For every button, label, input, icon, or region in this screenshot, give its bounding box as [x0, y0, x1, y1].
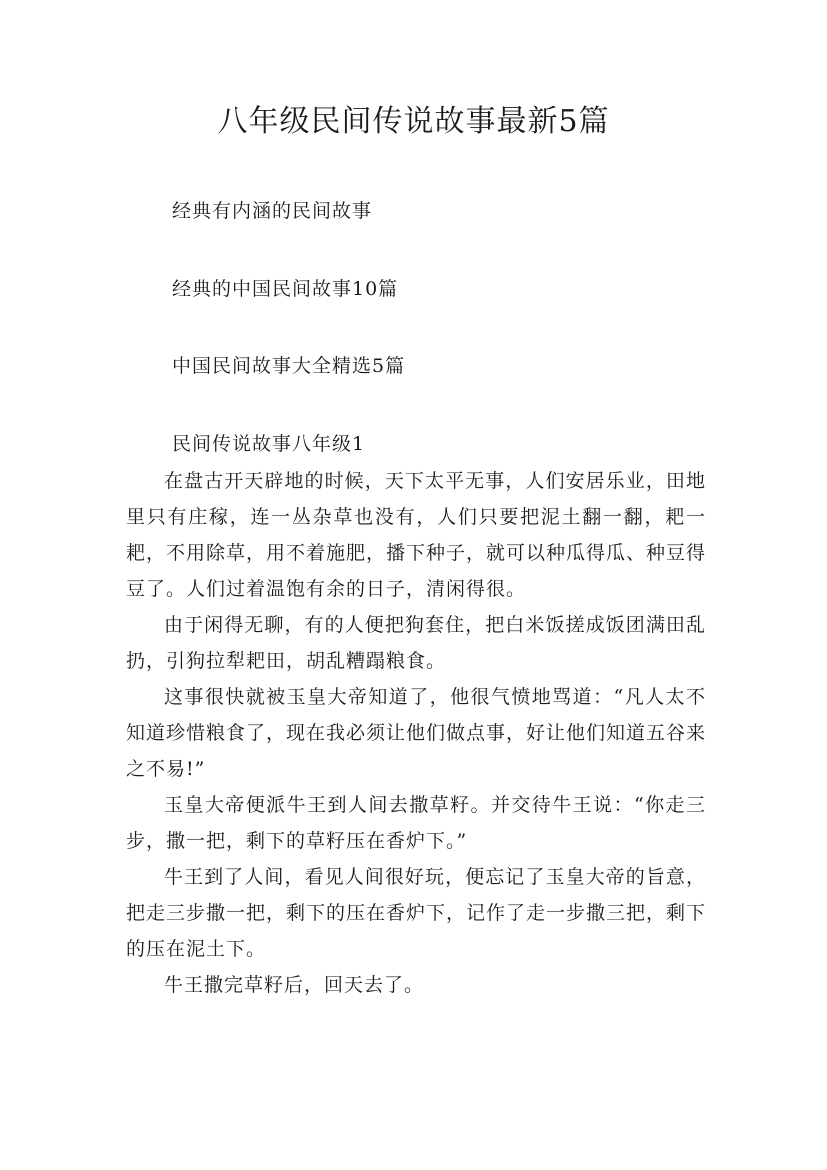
- paragraph: 这事很快就被玉皇大帝知道了，他很气愤地骂道：“凡人太不知道珍惜粮食了，现在我必须让他们做点事，好让他们知道五谷来之不易!”: [126, 686, 707, 780]
- paragraph: 在盘古开天辟地的时候，天下太平无事，人们安居乐业，田地里只有庄稼，连一丛杂草也没有，人们只要把泥土翻一翻，耙一耙，不用除草，用不着施肥，播下种子，就可以种瓜得瓜、种豆得豆了。人们过着温饱有余的日子，清闲得很。: [126, 470, 707, 600]
- story-body: [126, 463, 706, 1003]
- paragraph: 牛王到了人间，看见人间很好玩，便忘记了玉皇大帝的旨意，把走三步撒一把，剩下的压在香炉下，记作了走一步撒三把，剩下的压在泥土下。: [126, 866, 707, 960]
- paragraph: 由于闲得无聊，有的人便把狗套住，把白米饭搓成饭团满田乱扔，引狗拉犁耙田，胡乱糟蹋粮食。: [126, 614, 706, 672]
- paragraph: 牛王撒完草籽后，回天去了。: [164, 974, 425, 996]
- toc-item: 中国民间故事大全精选5篇: [172, 355, 406, 377]
- toc-item: 经典有内涵的民间故事: [172, 200, 373, 222]
- toc-item: 经典的中国民间故事10篇: [172, 278, 399, 300]
- section-heading: 民间传说故事八年级1: [172, 433, 366, 455]
- paragraph: 玉皇大帝便派牛王到人间去撒草籽。并交待牛王说：“你走三步，撒一把，剩下的草籽压在香炉下。”: [126, 794, 706, 852]
- document-title: 八年级民间传说故事最新5篇: [217, 104, 610, 139]
